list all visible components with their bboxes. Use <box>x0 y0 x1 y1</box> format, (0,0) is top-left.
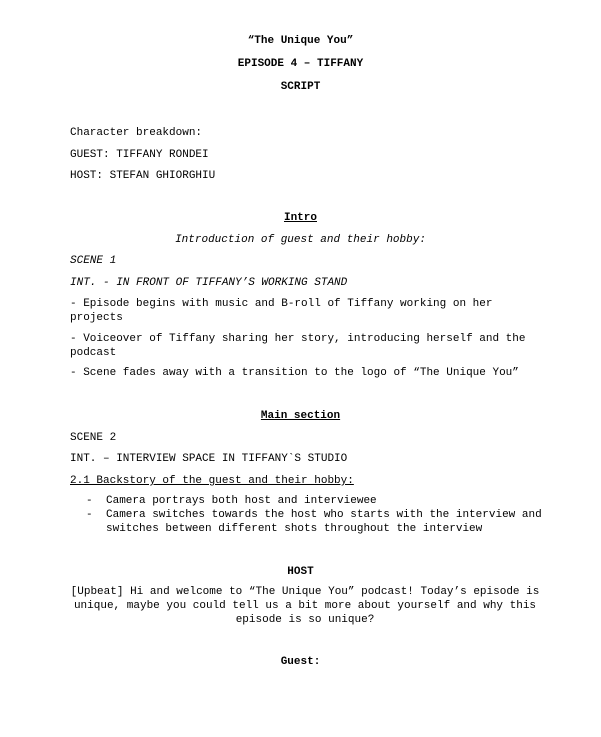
intro-line-3: - Scene fades away with a transition to the logo of “The Unique You” <box>70 367 519 379</box>
scene-2-label: SCENE 2 <box>70 432 117 444</box>
bullet-text: Camera switches towards the host who starts with the interview and switches between different shots throughout the interview <box>106 509 542 535</box>
document-type: SCRIPT <box>280 81 321 93</box>
character-breakdown-heading: Character breakdown: <box>70 127 203 139</box>
host-speaker-label: HOST <box>287 566 314 578</box>
intro-line-1: - Episode begins with music and B-roll of Tiffany working on her projects <box>70 298 493 324</box>
document-title: “The Unique You” <box>247 35 354 47</box>
intro-heading: Intro <box>283 212 317 224</box>
intro-subheading: Introduction of guest and their hobby: <box>175 234 426 246</box>
host-character: HOST: STEFAN GHIORGHIU <box>70 170 216 182</box>
backstory-subsection: 2.1 Backstory of the guest and their hobby: <box>70 475 354 487</box>
main-section-heading: Main section <box>260 410 341 422</box>
bullet-dash: - <box>86 495 93 507</box>
episode-title: EPISODE 4 – TIFFANY <box>237 58 364 70</box>
list-item <box>86 494 566 508</box>
list-item <box>86 508 566 536</box>
bullet-dash: - <box>86 509 93 521</box>
bullet-text: Camera portrays both host and interviewee <box>106 495 377 507</box>
host-dialogue: [Upbeat] Hi and welcome to “The Unique You” podcast! Today’s episode is unique, maybe you could tell us a bit more about yourself and why this episode is so unique? <box>70 586 540 626</box>
scene-1-label: SCENE 1 <box>70 255 117 267</box>
scene-1-location: INT. - IN FRONT OF TIFFANY’S WORKING STAND <box>70 277 348 289</box>
camera-directions-list <box>86 494 566 536</box>
guest-speaker-label: Guest: <box>280 656 321 668</box>
scene-2-location: INT. – INTERVIEW SPACE IN TIFFANY`S STUDIO <box>70 453 348 465</box>
guest-character: GUEST: TIFFANY RONDEI <box>70 149 209 161</box>
intro-line-2: - Voiceover of Tiffany sharing her story, introducing herself and the podcast <box>70 333 526 359</box>
